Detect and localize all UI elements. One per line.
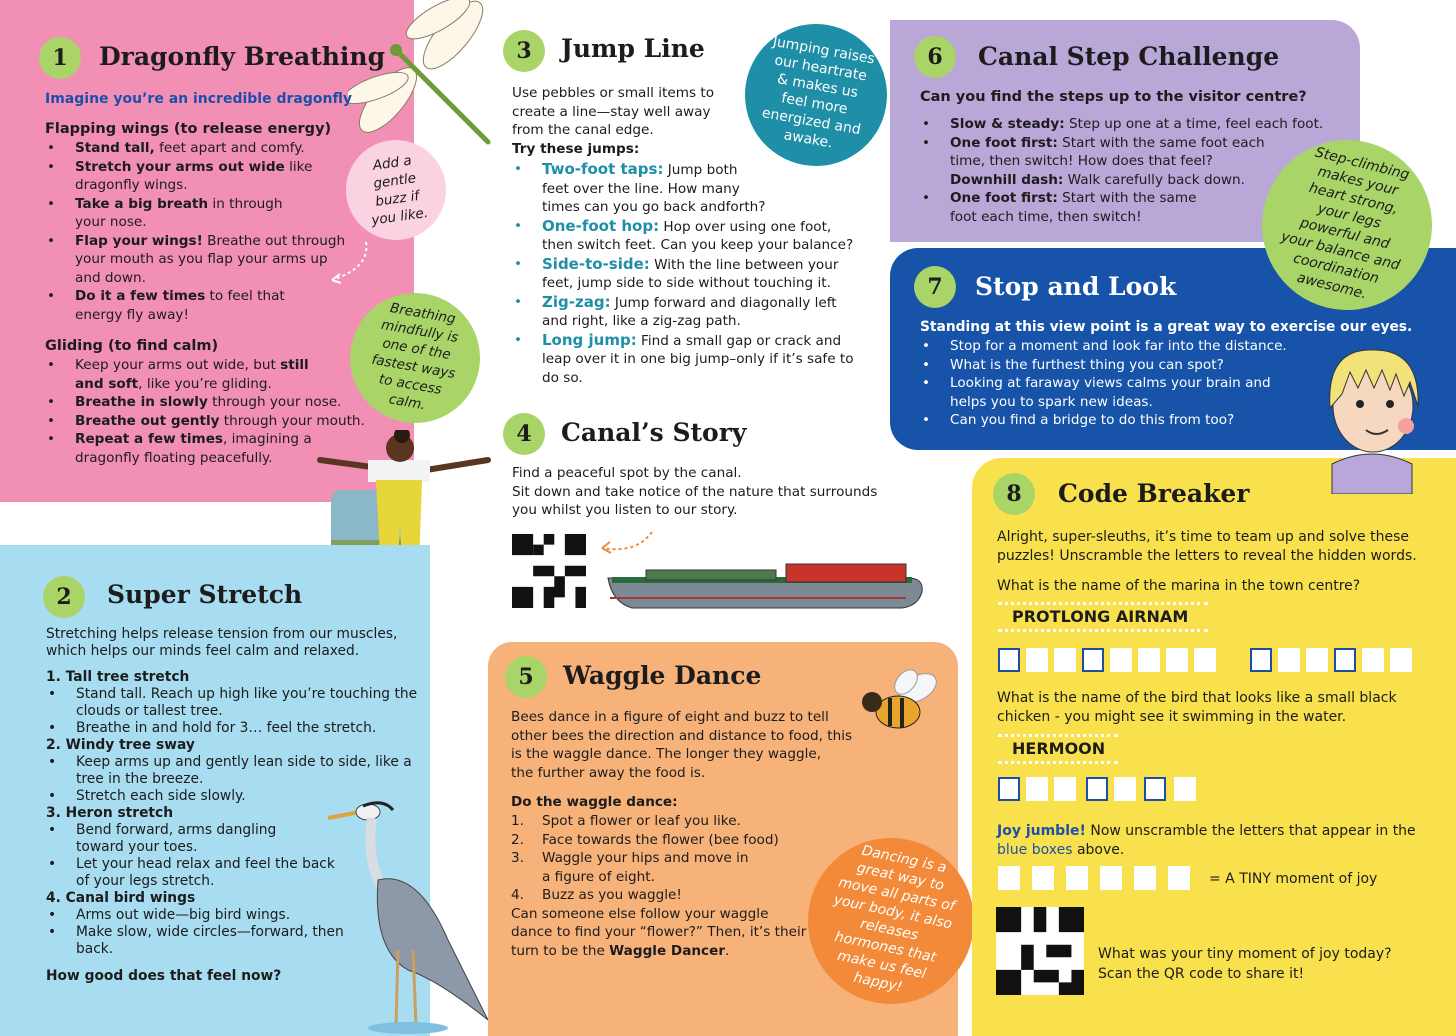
stop-look-heading: Standing at this view point is a great way to exercise our eyes. [920,319,1413,335]
list-item: • Slow & steady: Step up one at a time, feel each foot. [920,115,1340,134]
dotted-arrow-icon [326,238,376,288]
section-title: Dragonfly Breathing [99,42,386,71]
answer-box[interactable] [1174,777,1196,801]
share-text: What was your tiny moment of joy today? Scan the QR code to share it! [1098,946,1392,982]
list-item: • What is the furthest thing you can spot? [920,356,1300,375]
list-item: • Breathe in slowly through your nose. [45,393,375,412]
flapping-heading: Flapping wings (to release energy) [45,121,332,137]
step-number: 7 [914,266,956,308]
list-item: • Arms out wide—big bird wings. [46,907,426,924]
answer-box[interactable] [1138,648,1160,672]
list-item: • Bend forward, arms dangling toward your toes. [46,822,426,856]
list-item: • Keep your arms out wide, but still and soft, like you’re gliding. [45,356,375,393]
list-item: • Stand tall. Reach up high like you’re touching the clouds or tallest tree. [46,686,426,720]
list-item: • Let your head relax and feel the back of your legs stretch. [46,856,426,890]
question-bird: What is the name of the bird that looks like a small black chicken - you might see it swimming in the water. [997,690,1397,725]
answer-box[interactable] [1054,648,1076,672]
boy-illustration [1318,338,1428,494]
scrambled-word-marina: PROTLONG AIRNAM [1012,607,1189,626]
list-item: • One foot first: Start with the same foot each time, then switch! How does that feel? Downhill dash: Walk carefully back down. [920,134,1340,190]
step-number: 1 [39,37,81,79]
step-number: 5 [505,656,547,698]
step-number: 2 [43,576,85,618]
list-item: • Breathe in and hold for 3… feel the stretch. [46,720,426,737]
step-number: 4 [503,413,545,455]
step-number: 3 [503,30,545,72]
code-intro: Alright, super-sleuths, it’s time to team up and solve these puzzles! Unscramble the letters to reveal the hidden words. [997,529,1417,564]
list-item: • Stand tall, feet apart and comfy. [45,139,365,158]
waggle-steps-heading: Do the waggle dance: [511,794,678,810]
section-title: Jump Line [561,34,705,63]
list-item: • Two-foot taps: Jump both feet over the line. How many times can you go back andforth? [512,160,892,217]
stretch-content: Stretching helps release tension from our muscles, which helps our minds feel calm and relaxed. 1. Tall tree stretch • Stand tall. Reach up high like you’re touching the clouds or tallest tree. • Breathe in and hold for 3… feel the stretch. 2. Windy tree sway • Keep arms up and gently lean side to side, like a tree in the breeze. • Stretch each side slowly. 3. Heron stretch • Bend forward, arms dangling toward your toes. • Let your head relax and feel the back of your legs stretch. 4. Canal bird wings • Arms out wide—big bird wings. • Make slow, wide circles—forward, then back. How good does that feel now? [46,626,426,985]
section-title: Code Breaker [1058,479,1250,508]
mindful-bubble-text: Breathing mindfully is one of the fastest ways to access calm. [370,300,460,414]
answer-box[interactable] [1114,777,1136,801]
answer-box-blue[interactable] [1334,648,1356,672]
dance-bubble-text: Dancing is a great way to move all parts of your body, it also releases hormones that make us feel happy! [832,842,957,996]
list-item: • Can you find a bridge to do this from too? [920,411,1300,430]
dragonfly-subtitle: Imagine you’re an incredible dragonfly [45,91,352,107]
answer-box-blue[interactable] [1250,648,1272,672]
answer-box-blue[interactable] [1082,648,1104,672]
answer-box[interactable] [1032,866,1054,890]
answer-box[interactable] [1110,648,1132,672]
jump-bubble [734,13,899,178]
jump-list [512,160,892,387]
list-item: • Long jump: Find a small gap or crack and leap over it in one big jump–only if it’s safe to do so. [512,331,892,388]
buzz-bubble-text: Add a gentle buzz if you like. [370,152,430,229]
answer-box-blue[interactable] [1144,777,1166,801]
dragonfly-illustration [348,0,498,150]
list-item: • Do it a few times to feel that energy fly away! [45,287,365,324]
answer-box[interactable] [998,866,1020,890]
answer-box[interactable] [1066,866,1088,890]
list-item: • Looking at faraway views calms your brain and helps you to spark new ideas. [920,374,1300,411]
question-marina: What is the name of the marina in the town centre? [997,578,1361,594]
answer-box[interactable] [1054,777,1076,801]
joy-jumble-text: Joy jumble! Now unscramble the letters that appear in the blue boxes above. [997,823,1416,858]
waggle-steps: 1. Spot a flower or leaf you like. 2. Face towards the flower (bee food) 3. Waggle your hips and move in a figure of eight. 4. Buzz as you waggle! Can someone else follow your waggle dance to find your “flower?” Then, it’s their turn to be the Waggle Dancer. [511,813,807,959]
list-item: • Flap your wings! Breathe out through your mouth as you flap your arms up and down. [45,232,365,288]
qr-code-share[interactable] [996,907,1084,995]
step-number: 6 [914,36,956,78]
list-item: • Stretch each side slowly. [46,788,426,805]
answer-box[interactable] [1278,648,1300,672]
answer-box-blue[interactable] [998,648,1020,672]
step-number: 8 [993,473,1035,515]
list-item: • Side-to-side: With the line between your feet, jump side to side without touching it. [512,255,892,293]
list-item: • Take a big breath in through your nose. [45,195,365,232]
list-item: • Breathe out gently through your mouth. [45,412,375,431]
answer-box[interactable] [1100,866,1122,890]
list-item: • Zig-zag: Jump forward and diagonally left and right, like a zig-zag path. [512,293,892,331]
scrambled-word-bird: HERMOON [1012,739,1106,758]
list-item: • Stretch your arms out wide like dragonfly wings. [45,158,365,195]
answer-box[interactable] [1306,648,1328,672]
section-title: Canal Step Challenge [978,42,1280,71]
stop-look-list [920,337,1300,430]
section-title: Canal’s Story [561,418,747,447]
answer-box-blue[interactable] [998,777,1020,801]
jump-bubble-text: Jumping raises our heartrate & makes us feel more energized and awake. [760,33,876,152]
answer-box-blue[interactable] [1086,777,1108,801]
narrowboat-illustration [606,550,926,620]
answer-box[interactable] [1362,648,1384,672]
list-item: • Repeat a few times, imagining a dragonfly floating peacefully. [45,430,375,467]
answer-box[interactable] [1168,866,1190,890]
qr-code-story[interactable] [512,534,586,608]
answer-box[interactable] [1390,648,1412,672]
answer-box[interactable] [1166,648,1188,672]
step-question: Can you find the steps up to the visitor centre? [920,89,1307,105]
bee-illustration [846,668,942,748]
canal-story-text: Find a peaceful spot by the canal. Sit down and take notice of the nature that surrounds you whilst you listen to our story. [512,465,878,518]
section-title: Super Stretch [107,580,303,609]
answer-box[interactable] [1194,648,1216,672]
step-climbing-bubble-text: Step-climbing makes your heart strong, your legs powerful and your balance and coordination awesome. [1279,144,1412,303]
list-item: • One-foot hop: Hop over using one foot, then switch feet. Can you keep your balance? [512,217,892,255]
list-item: • Stop for a moment and look far into the distance. [920,337,1300,356]
list-item: • Make slow, wide circles—forward, then back. [46,924,426,958]
heron-illustration [318,800,493,1036]
gliding-heading: Gliding (to find calm) [45,338,219,354]
flapping-list [45,139,365,324]
list-item: • Keep arms up and gently lean side to side, like a tree in the breeze. [46,754,426,788]
waggle-intro: Bees dance in a figure of eight and buzz to tell other bees the direction and distance to food, this is the waggle dance. The longer they waggle, the further away the food is. [511,709,853,781]
answer-box[interactable] [1134,866,1156,890]
list-item: • One foot first: Start with the same foot each time, then switch! [920,189,1340,226]
answer-box[interactable] [1026,777,1048,801]
section-title: Waggle Dance [563,661,762,690]
answer-box[interactable] [1026,648,1048,672]
jump-line-intro: Use pebbles or small items to create a line—stay well away from the canal edge. Try these jumps: [512,85,715,157]
section-title: Stop and Look [975,272,1177,301]
joy-answer-label: = A TINY moment of joy [1209,871,1378,887]
